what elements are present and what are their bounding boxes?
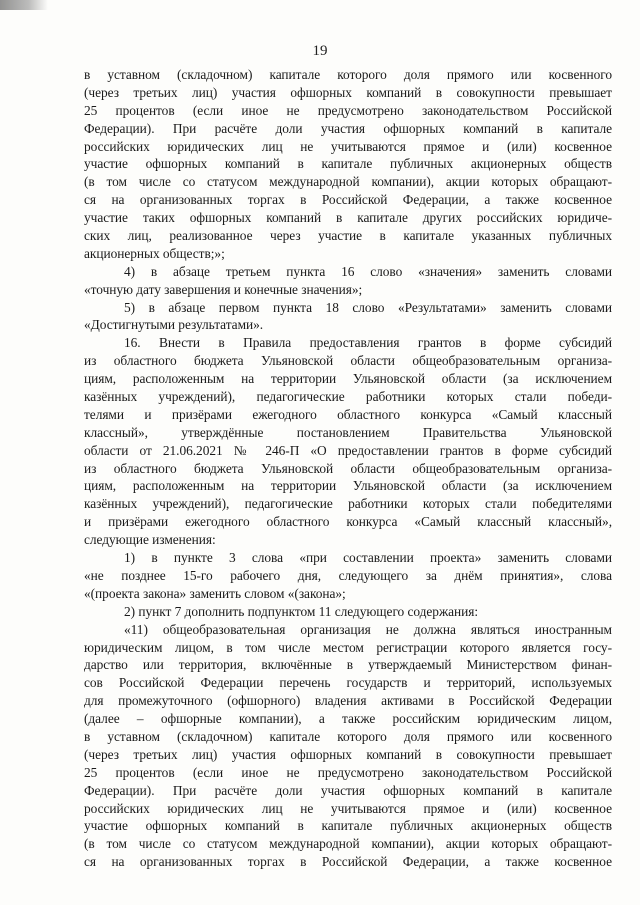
text-line: и призёрами ежегодного областного конкурса «Самый классный классный», xyxy=(84,514,612,530)
text-line: в уставном (складочном) капитале которого доля прямого или косвенного xyxy=(84,67,612,82)
text-line: ся на организованных торгах в Российской Федерации, а также косвенное xyxy=(84,192,612,208)
text-line: ся на организованных торгах в Российской Федерации, а также косвенное xyxy=(84,854,612,870)
text-line: сов Российской Федерации перечень государств и территорий, используемых xyxy=(84,675,612,691)
text-line: в уставном (складочном) капитале которого доля прямого или косвенного xyxy=(84,728,612,744)
text-line: (в том числе со статусом международной компании), акции которых обращают- xyxy=(84,174,612,190)
text-line: (через третьих лиц) участия офшорных компаний в совокупности превышает xyxy=(84,746,612,762)
text-line: 4) в абзаце третьем пункта 16 слово «значения» заменить словами xyxy=(124,263,612,279)
scan-edge-mark xyxy=(0,0,48,10)
text-line: области от 21.06.2021 № 246-П «О предоставлении грантов в форме субсидий xyxy=(84,442,612,458)
text-line: 25 процентов (если иное не предусмотрено законодательством Российской xyxy=(84,764,612,780)
text-line: (через третьих лиц) участия офшорных компаний в совокупности превышает xyxy=(84,84,612,100)
text-line: российских юридических лиц не учитываются прямое и (или) косвенное xyxy=(84,800,612,816)
text-line: (далее – офшорные компании), а также российским юридическим лицом, xyxy=(84,711,612,727)
text-line: циям, расположенным на территории Ульяновской области (за исключением xyxy=(84,478,612,494)
text-line: из областного бюджета Ульяновской области общеобразовательным организа- xyxy=(84,353,612,369)
text-line: юридическим лицом, в том числе местом регистрации которого является госу- xyxy=(84,639,612,655)
document-body xyxy=(84,66,612,871)
text-line: (в том числе со статусом международной компании), акции которых обращают- xyxy=(84,836,612,852)
text-line: 1) в пункте 3 слова «при составлении проекта» заменить словами xyxy=(124,550,612,566)
text-line: «(проекта закона» заменить словом «(закона»; xyxy=(84,585,346,601)
text-line: акционерных обществ;»; xyxy=(84,245,225,261)
text-line: телями и призёрами ежегодного областного конкурса «Самый классный xyxy=(84,406,612,422)
page-number: 19 xyxy=(312,43,328,59)
text-line: казённых учреждений), педагогические работники которых стали победи- xyxy=(84,389,612,405)
text-line: дарство или территория, включённые в утверждаемый Министерством финан- xyxy=(84,657,612,673)
text-line: из областного бюджета Ульяновской области общеобразовательным организа- xyxy=(84,460,612,476)
text-line: циям, расположенным на территории Ульяновской области (за исключением xyxy=(84,371,612,387)
text-line: 25 процентов (если иное не предусмотрено законодательством Российской xyxy=(84,102,612,118)
text-line: для промежуточного (офшорного) владения активами в Российской Федерации xyxy=(84,693,612,709)
text-line: «точную дату завершения и конечные значения»; xyxy=(84,281,363,297)
text-line: «11) общеобразовательная организация не должна являться иностранным xyxy=(124,621,612,637)
text-line: участие офшорных компаний в капитале публичных акционерных обществ xyxy=(84,818,612,834)
text-line: участие таких офшорных компаний в капитале других российских юридиче- xyxy=(84,210,612,226)
text-line: следующие изменения: xyxy=(84,532,216,548)
text-line: казённых учреждений), педагогические работники которых стали победителями xyxy=(84,496,612,512)
text-line: «не позднее 15-го рабочего дня, следующего за днём принятия», слова xyxy=(84,567,612,583)
text-line: «Достигнутыми результатами». xyxy=(84,317,264,333)
text-line: Федерации). При расчёте доли участия офшорных компаний в капитале xyxy=(84,120,612,136)
text-line: 16. Внести в Правила предоставления грантов в форме субсидий xyxy=(124,335,612,351)
text-line: 2) пункт 7 дополнить подпунктом 11 следующего содержания: xyxy=(124,603,479,619)
text-line: Федерации). При расчёте доли участия офшорных компаний в капитале xyxy=(84,782,612,798)
text-line: ских лиц, реализованное через участие в капитале указанных публичных xyxy=(84,228,612,244)
text-line: 5) в абзаце первом пункта 18 слово «Результатами» заменить словами xyxy=(124,299,612,315)
text-line: классный», утверждённые постановлением Правительства Ульяновской xyxy=(84,424,612,440)
text-line: российских юридических лиц не учитываются прямое и (или) косвенное xyxy=(84,138,612,154)
text-line: участие офшорных компаний в капитале публичных акционерных обществ xyxy=(84,156,612,172)
